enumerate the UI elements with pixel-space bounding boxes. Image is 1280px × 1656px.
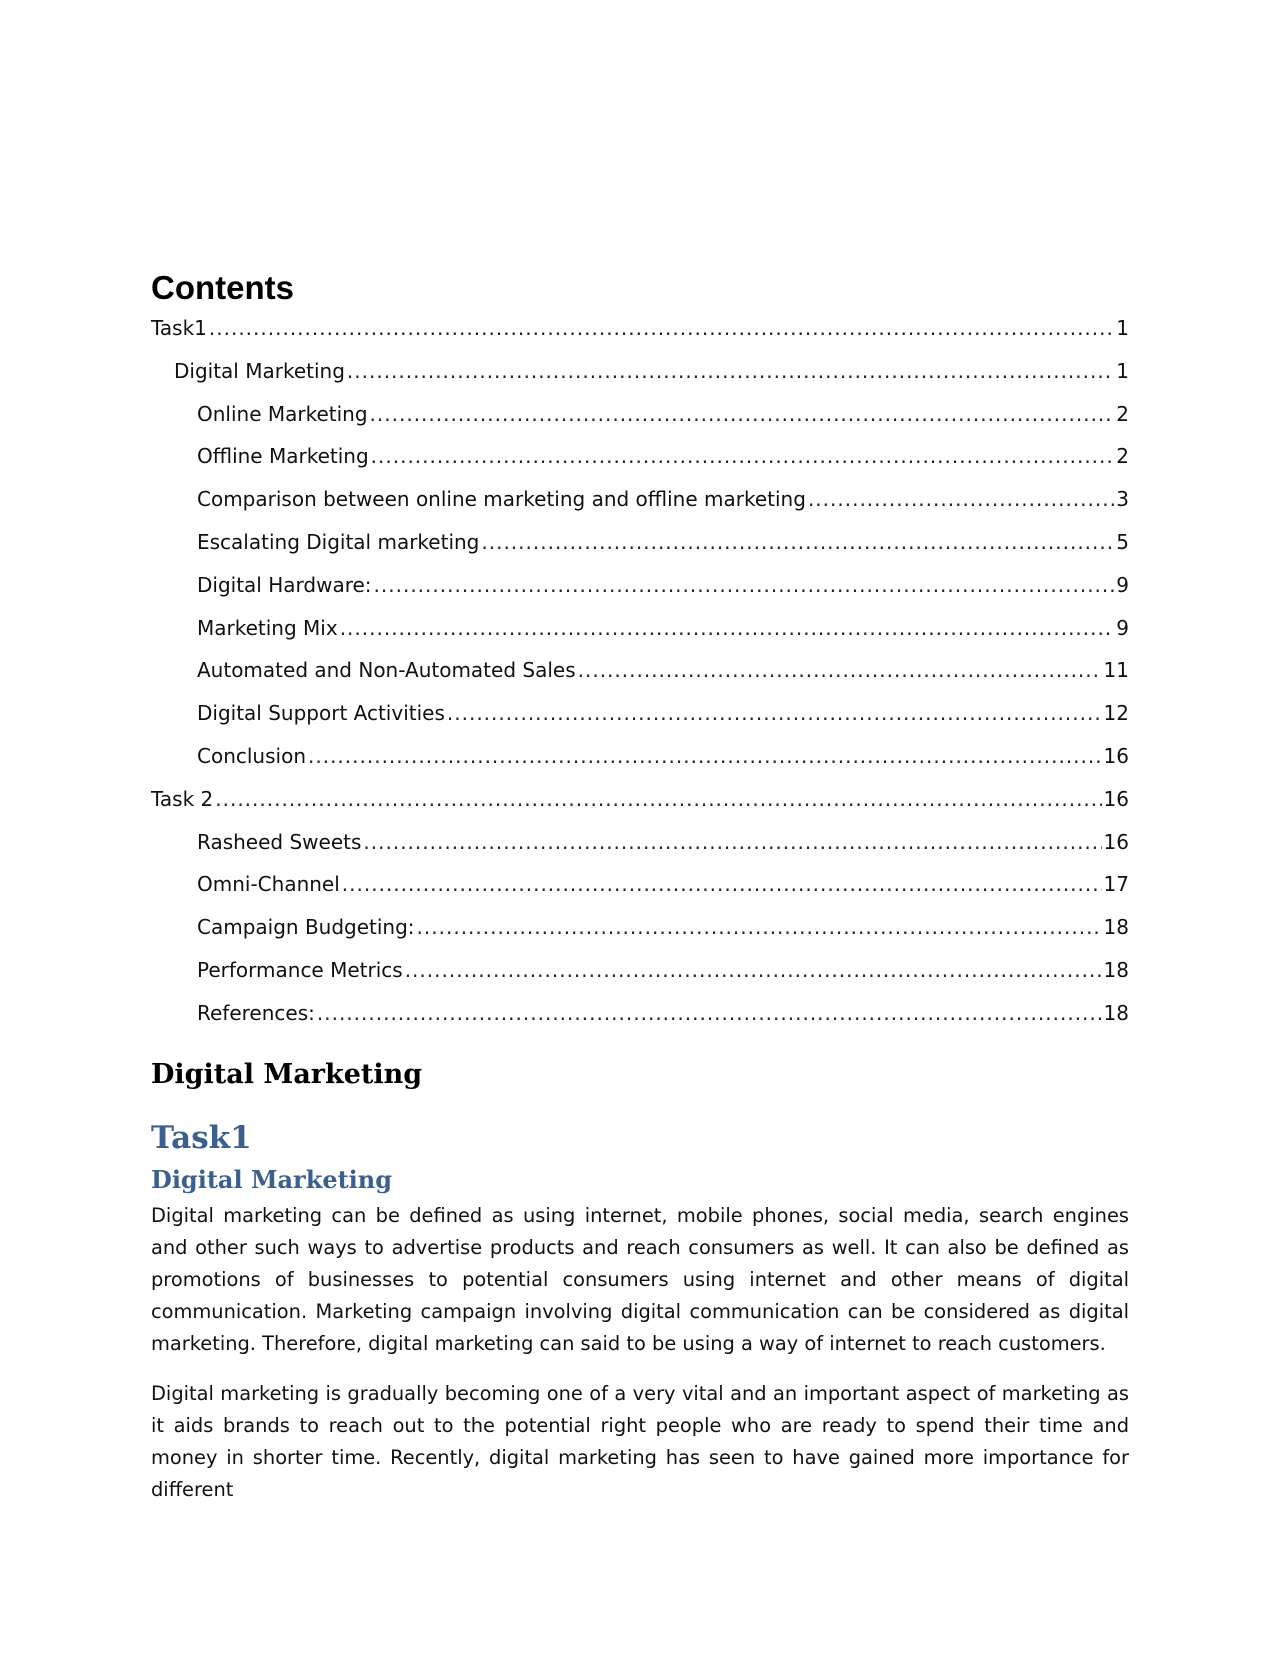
toc-entry[interactable] [151,744,1129,787]
toc-entry-text: Digital Marketing [174,358,345,383]
toc-entry[interactable] [151,444,1129,487]
toc-dot-leader [374,573,1115,597]
toc-dot-leader [317,1001,1102,1025]
toc-entry[interactable] [151,359,1129,402]
toc-page-number: 1 [1116,316,1129,340]
toc-entry-text: References: [197,1000,315,1025]
toc-entry[interactable] [151,316,1129,359]
toc-entry-text: Task1 [151,316,207,340]
toc-dot-leader [417,915,1102,939]
toc-entry-text: Marketing Mix [197,615,338,640]
toc-entry-text: Digital Support Activities [197,701,445,726]
toc-entry-text: Omni-Channel [197,872,340,897]
toc-entry[interactable] [151,530,1129,573]
toc-entry[interactable] [151,787,1129,830]
toc-entry-text: Automated and Non-Automated Sales [197,658,576,683]
toc-dot-leader [447,701,1102,725]
toc-entry[interactable] [151,1001,1129,1044]
toc-entry[interactable] [151,616,1129,659]
toc-dot-leader [481,530,1114,554]
toc-page-number: 3 [1116,487,1129,512]
toc-page-number: 16 [1103,743,1129,768]
toc-dot-leader [340,616,1115,640]
toc-dot-leader [209,316,1114,340]
toc-dot-leader [215,787,1101,811]
toc-page-number: 12 [1103,701,1129,726]
toc-page-number: 5 [1116,529,1129,554]
toc-page-number: 17 [1103,872,1129,897]
page-content [151,268,1129,1506]
toc-title: Contents [151,269,294,306]
toc-dot-leader [347,359,1114,383]
toc-dot-leader [342,872,1102,896]
toc-entry-text: Performance Metrics [197,957,403,982]
toc-entry-text: Conclusion [197,743,306,768]
toc-entry[interactable] [151,958,1129,1001]
toc-entry-text: Digital Hardware: [197,572,372,597]
toc-entry-text: Comparison between online marketing and offline marketing [197,487,806,512]
toc-page-number: 18 [1103,957,1129,982]
toc-page-number: 9 [1116,572,1129,597]
toc-entry-text: Rasheed Sweets [197,829,362,854]
toc-page-number: 16 [1103,786,1129,811]
toc-entry-text: Escalating Digital marketing [197,529,480,554]
document-title: Digital Marketing [151,1058,423,1090]
toc-page-number: 18 [1103,1000,1129,1025]
heading-digital-marketing: Digital Marketing [151,1164,393,1194]
toc-dot-leader [405,958,1102,982]
toc-page-number: 2 [1116,444,1129,469]
toc-page-number: 16 [1103,829,1129,854]
toc-page-number: 18 [1103,915,1129,940]
toc-page-number: 2 [1116,401,1129,426]
toc-dot-leader [370,402,1115,426]
toc-dot-leader [308,744,1102,768]
toc-entry[interactable] [151,573,1129,616]
table-of-contents [151,316,1129,1044]
body-paragraph-2: Digital marketing is gradually becoming one of a very vital and an important aspect of marketing as it aids brands to reach out to the potential right people who are ready to spend their time and money in shorter time. Recently, digital marketing has seen to have gained more importance for different [151,1381,1129,1501]
toc-entry-text: Offline Marketing [197,444,369,469]
toc-dot-leader [363,830,1101,854]
toc-entry-text: Campaign Budgeting: [197,915,415,940]
toc-page-number: 11 [1103,658,1129,683]
toc-entry[interactable] [151,872,1129,915]
toc-entry-text: Online Marketing [197,401,368,426]
toc-page-number: 1 [1116,358,1129,383]
toc-entry[interactable] [151,830,1129,873]
toc-page-number: 9 [1116,615,1129,640]
heading-task1: Task1 [151,1119,252,1156]
toc-entry-text: Task 2 [151,786,214,811]
toc-entry[interactable] [151,402,1129,445]
toc-entry[interactable] [151,701,1129,744]
toc-entry[interactable] [151,915,1129,958]
toc-dot-leader [808,487,1114,511]
toc-entry[interactable] [151,658,1129,701]
toc-entry[interactable] [151,487,1129,530]
body-paragraph-1: Digital marketing can be defined as using internet, mobile phones, social media, search engines and other such ways to advertise products and reach consumers as well. It can also be defined as promotions of businesses to potential consumers using internet and other means of digital communication. Marketing campaign involving digital communication can be considered as digital marketing. Therefore, digital marketing can said to be using a way of internet to reach customers. [151,1203,1129,1355]
toc-dot-leader [578,658,1102,682]
toc-dot-leader [371,444,1115,468]
